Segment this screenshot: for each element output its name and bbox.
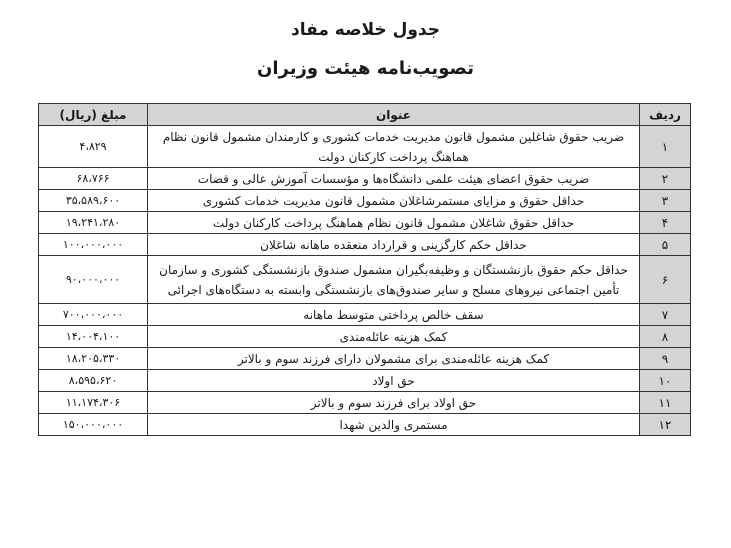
table-row [39,234,691,256]
row-index: ۹ [640,348,691,370]
row-index: ۸ [640,326,691,348]
table-row [39,348,691,370]
table-row [39,126,691,168]
row-index: ۲ [640,168,691,190]
row-index: ۵ [640,234,691,256]
table-row [39,304,691,326]
row-index: ۷ [640,304,691,326]
row-amount: ۹۰،۰۰۰،۰۰۰ [39,256,148,304]
row-title: مستمری والدین شهدا [148,414,640,436]
row-title: حداقل حقوق و مزایای مستمرشاغلان مشمول قانون مدیریت خدمات کشوری [148,190,640,212]
row-title: کمک هزینه عائله‌مندی برای مشمولان دارای فرزند سوم و بالاتر [148,348,640,370]
table-row [39,392,691,414]
document-title: جدول خلاصه مفاد [291,20,440,40]
row-amount: ۱۰۰،۰۰۰،۰۰۰ [39,234,148,256]
row-index: ۱۱ [640,392,691,414]
row-title: حداقل حقوق شاغلان مشمول قانون نظام هماهنگ پرداخت کارکنان دولت [148,212,640,234]
row-amount: ۱۸،۲۰۵،۳۳۰ [39,348,148,370]
row-amount: ۶۸،۷۶۶ [39,168,148,190]
row-title: ضریب حقوق شاغلین مشمول قانون مدیریت خدمات کشوری و کارمندان مشمول قانون نظام هماهنگ پرداخت کارکنان دولت [148,126,640,168]
row-title: سقف خالص پرداختی متوسط ماهانه [148,304,640,326]
row-title: کمک هزینه عائله‌مندی [148,326,640,348]
row-title: حداقل حکم کارگزینی و قرارداد منعقده ماهانه شاغلان [148,234,640,256]
row-amount: ۸،۵۹۵،۶۲۰ [39,370,148,392]
row-index: ۳ [640,190,691,212]
row-amount: ۱۱،۱۷۴،۳۰۶ [39,392,148,414]
row-title: حق اولاد [148,370,640,392]
table-row [39,168,691,190]
table-row [39,212,691,234]
header-index: ردیف [640,104,691,126]
table-header-row [39,104,691,126]
row-index: ۱ [640,126,691,168]
table-row [39,326,691,348]
row-amount: ۷۰۰،۰۰۰،۰۰۰ [39,304,148,326]
summary-table [38,103,691,436]
row-title: حداقل حکم حقوق بازنشستگان و وظیفه‌بگیران مشمول صندوق بازنشستگی کشوری و سازمان تأمین اجتماعی نیروهای مسلح و سایر صندوق‌های بازنشستگی وابسته به دستگاه‌های اجرائی [148,256,640,304]
row-amount: ۱۵۰،۰۰۰،۰۰۰ [39,414,148,436]
row-amount: ۴،۸۲۹ [39,126,148,168]
row-index: ۱۰ [640,370,691,392]
row-amount: ۳۵،۵۸۹،۶۰۰ [39,190,148,212]
document-subtitle: تصویب‌نامه هیئت وزیران [257,58,474,79]
row-title: ضریب حقوق اعضای هیئت علمی دانشگاه‌ها و مؤسسات آموزش عالی و قضات [148,168,640,190]
header-amount: مبلغ (ریال) [39,104,148,126]
table-row [39,190,691,212]
table-row [39,370,691,392]
row-amount: ۱۴،۰۰۴،۱۰۰ [39,326,148,348]
row-index: ۱۲ [640,414,691,436]
row-index: ۴ [640,212,691,234]
row-index: ۶ [640,256,691,304]
row-amount: ۱۹،۲۴۱،۲۸۰ [39,212,148,234]
table-row [39,256,691,304]
header-title: عنوان [148,104,640,126]
row-title: حق اولاد برای فرزند سوم و بالاتر [148,392,640,414]
table-row [39,414,691,436]
